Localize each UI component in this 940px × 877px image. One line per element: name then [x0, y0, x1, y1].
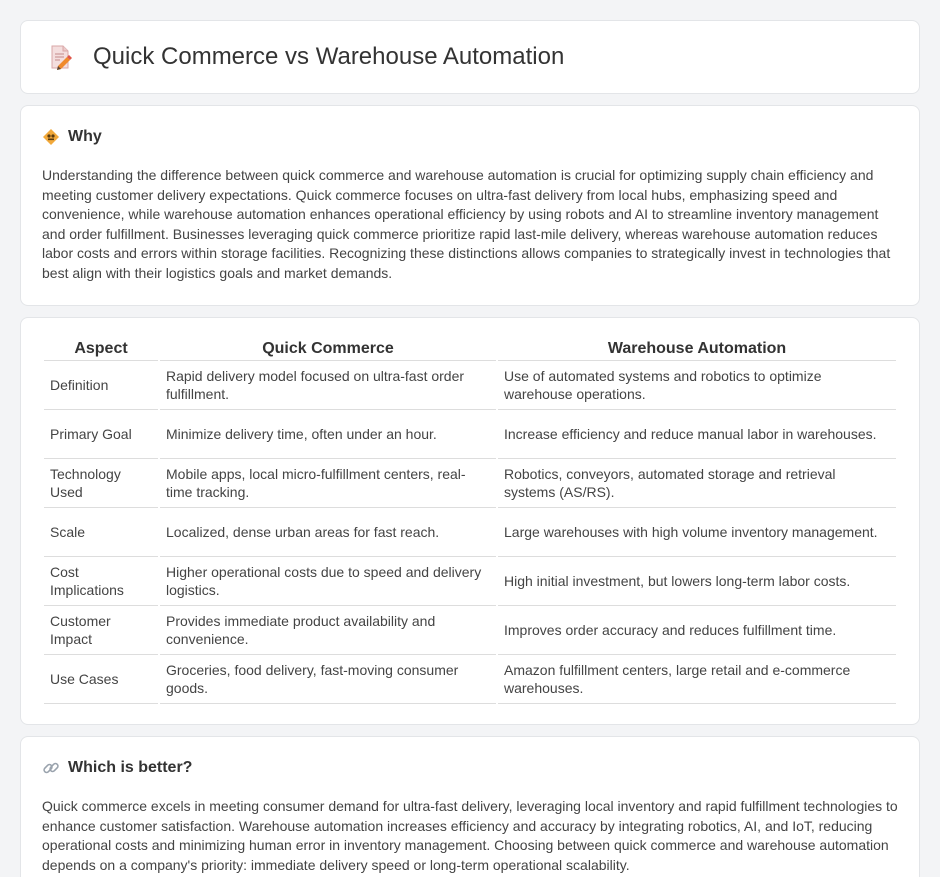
cell-aspect: Primary Goal	[44, 410, 158, 459]
table-row	[44, 655, 896, 704]
cell-aspect: Scale	[44, 508, 158, 557]
table-row	[44, 410, 896, 459]
table-header-row	[44, 336, 896, 361]
why-heading	[42, 128, 898, 146]
cell-warehouse-automation: Improves order accuracy and reduces fulfillment time.	[498, 606, 896, 655]
comparison-table-card	[20, 317, 920, 725]
cell-quick-commerce: Provides immediate product availability and convenience.	[160, 606, 496, 655]
why-text: Understanding the difference between quick commerce and warehouse automation is crucial for optimizing supply chain efficiency and meeting customer delivery expectations. Quick commerce focuses on ultra-fast delivery from local hubs, emphasizing speed and convenience, while warehouse automation enhances operational efficiency by using robots and AI to streamline inventory management and order fulfillment. Businesses leveraging quick commerce prioritize rapid last-mile delivery, whereas warehouse automation reduces labor costs and errors within storage facilities. Recognizing these distinctions allows companies to strategically invest in technologies that best align with their logistics goals and market demands.	[42, 167, 891, 281]
cell-quick-commerce: Higher operational costs due to speed and delivery logistics.	[160, 557, 496, 606]
lightbulb-icon	[42, 128, 60, 146]
which-title: Which is better?	[68, 759, 193, 776]
which-heading	[42, 759, 898, 777]
cell-warehouse-automation: Large warehouses with high volume inventory management.	[498, 508, 896, 557]
header-aspect: Aspect	[44, 336, 158, 361]
page-title: Quick Commerce vs Warehouse Automation	[93, 43, 565, 70]
cell-aspect: Customer Impact	[44, 606, 158, 655]
cell-warehouse-automation: Amazon fulfillment centers, large retail and e-commerce warehouses.	[498, 655, 896, 704]
cell-aspect: Technology Used	[44, 459, 158, 508]
cell-quick-commerce: Minimize delivery time, often under an hour.	[160, 410, 496, 459]
cell-warehouse-automation: High initial investment, but lowers long-term labor costs.	[498, 557, 896, 606]
cell-warehouse-automation: Increase efficiency and reduce manual labor in warehouses.	[498, 410, 896, 459]
table-row	[44, 606, 896, 655]
header-warehouse-automation: Warehouse Automation	[498, 336, 896, 361]
cell-aspect: Cost Implications	[44, 557, 158, 606]
which-section	[20, 736, 920, 877]
comparison-table	[42, 336, 898, 704]
why-section	[20, 105, 920, 306]
table-row	[44, 361, 896, 410]
cell-warehouse-automation: Use of automated systems and robotics to optimize warehouse operations.	[498, 361, 896, 410]
cell-aspect: Definition	[44, 361, 158, 410]
table-row	[44, 459, 896, 508]
document-pencil-icon	[47, 44, 73, 70]
why-title: Why	[68, 128, 102, 145]
cell-quick-commerce: Groceries, food delivery, fast-moving consumer goods.	[160, 655, 496, 704]
header-card	[20, 20, 920, 94]
link-icon	[42, 759, 60, 777]
cell-quick-commerce: Localized, dense urban areas for fast reach.	[160, 508, 496, 557]
which-text: Quick commerce excels in meeting consumer demand for ultra-fast delivery, leveraging local inventory and rapid fulfillment technologies to enhance customer satisfaction. Warehouse automation increases efficiency and accuracy by integrating robotics, AI, and IoT, reducing operational costs and minimizing human error in inventory management. Choosing between quick commerce and warehouse automation depends on a company's priority: immediate delivery speed or long-term operational scalability.	[42, 798, 898, 873]
header-quick-commerce: Quick Commerce	[160, 336, 496, 361]
table-row	[44, 508, 896, 557]
cell-quick-commerce: Rapid delivery model focused on ultra-fast order fulfillment.	[160, 361, 496, 410]
table-row	[44, 557, 896, 606]
cell-aspect: Use Cases	[44, 655, 158, 704]
cell-quick-commerce: Mobile apps, local micro-fulfillment centers, real-time tracking.	[160, 459, 496, 508]
cell-warehouse-automation: Robotics, conveyors, automated storage and retrieval systems (AS/RS).	[498, 459, 896, 508]
